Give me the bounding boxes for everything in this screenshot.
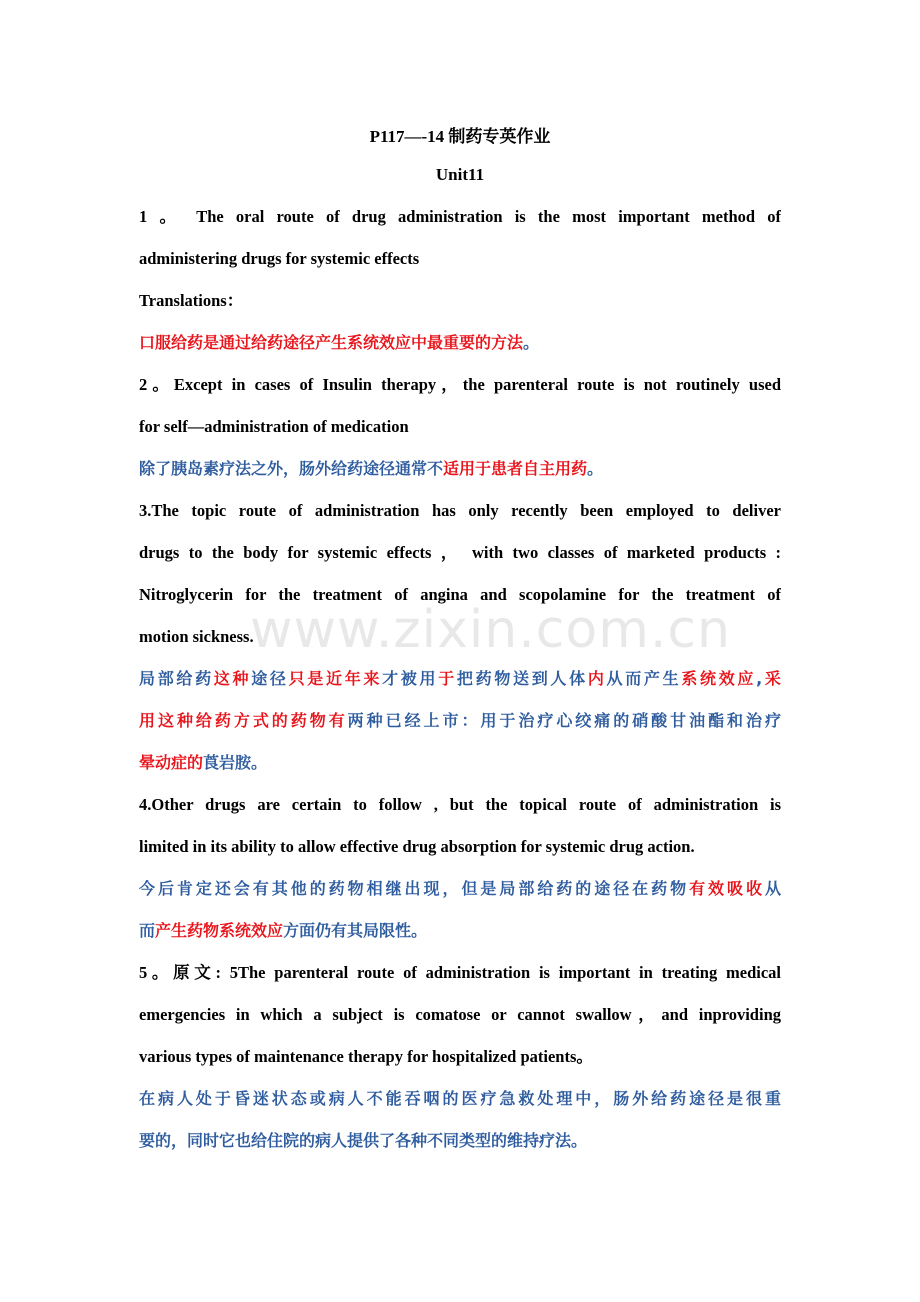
translation-text: 两种已经上市：用于治疗心绞痛的硝酸甘油酯和治疗 (347, 711, 781, 730)
chinese-translation-line (139, 1078, 781, 1120)
translation-text: 才被用 (382, 669, 439, 688)
highlighted-text: 用这种给药方式的药物有 (139, 711, 348, 730)
translation-text: 要的，同时它也给住院的病人提供了各种不同类型的维持疗法。 (139, 1131, 588, 1150)
english-sentence-line: various types of maintenance therapy for hospitalized patients。 (139, 1047, 593, 1066)
translation-text: 从 (764, 879, 781, 898)
english-sentence-line: emergencies in which a subject is comatose or cannot swallow，and inproviding (139, 1005, 781, 1024)
chinese-translation-line (139, 742, 781, 784)
translation-text: 莨岩胺。 (203, 753, 268, 772)
translation-text: 途径 (251, 669, 289, 688)
english-sentence-line: 2。Except in cases of Insulin therapy，the parenteral route is not routinely used (139, 375, 781, 394)
translation-item-4 (139, 784, 781, 952)
translation-text: 局部给药 (139, 669, 214, 688)
english-sentence-line: 1 。 The oral route of drug administration is the most important method of (139, 207, 781, 226)
translation-text: 方面仍有其局限性。 (283, 921, 428, 940)
page-title: P117—-14 制药专英作业 (369, 127, 551, 146)
english-sentence-line: drugs to the body for systemic effects ， with two classes of marketed products : (139, 543, 781, 562)
highlighted-text: 有效吸收 (689, 879, 765, 898)
chinese-translation-line (139, 448, 781, 490)
translation-text: , (756, 669, 763, 688)
translation-item-2 (139, 364, 781, 490)
chinese-translation-line (139, 910, 781, 952)
translation-text: 。 (587, 459, 604, 478)
english-sentence-line: administering drugs for systemic effects (139, 249, 420, 268)
translation-item-3 (139, 490, 781, 784)
translation-text: 今后肯定还会有其他的药物相继出现，但是局部给药的途径在药物 (139, 879, 690, 898)
translation-item-1 (139, 196, 781, 364)
document-body (139, 196, 781, 1162)
chinese-translation-line (139, 658, 781, 700)
english-sentence-line: 5。原文: 5The parenteral route of administration is important in treating medical (139, 963, 781, 982)
chinese-translation-line (139, 868, 781, 910)
watermark: www.zixin.com.cn (250, 600, 731, 660)
english-sentence-line: Nitroglycerin for the treatment of angina and scopolamine for the treatment of (139, 585, 781, 604)
translations-label: Translations： (139, 291, 244, 310)
english-sentence-line: limited in its ability to allow effective drug absorption for systemic drug action. (139, 837, 695, 856)
highlighted-text: 于 (438, 669, 457, 688)
english-sentence-line: 3.The topic route of administration has only recently been employed to deliver (139, 501, 781, 520)
translation-text: 在病人处于昏迷状态或病人不能吞咽的医疗急救处理中，肠外给药途径是很重 (139, 1089, 781, 1108)
chinese-translation-line (139, 1120, 781, 1162)
highlighted-text: 内 (587, 669, 607, 688)
highlighted-text: 只是近年来 (288, 669, 383, 688)
translation-text: 。 (523, 333, 540, 352)
translation-text: 把药物送到人体 (456, 669, 588, 688)
translation-text: 从而产生 (606, 669, 682, 688)
highlighted-text: 晕动症的 (139, 753, 204, 772)
translation-item-5 (139, 952, 781, 1162)
english-sentence-line: 4.Other drugs are certain to follow , but the topical route of administration is (139, 795, 781, 814)
highlighted-text: 适用于患者自主用药 (443, 459, 588, 478)
highlighted-text: 口服给药是通过给药途径产生系统效应中最重要的方法 (139, 333, 524, 352)
highlighted-text: 采 (762, 669, 781, 688)
unit-heading: Unit11 (435, 165, 485, 184)
highlighted-text: 这种 (213, 669, 252, 688)
chinese-translation-line (139, 700, 781, 742)
english-sentence-line: for self—administration of medication (139, 417, 409, 436)
translation-text: 除了胰岛素疗法之外，肠外给药途径通常不 (139, 459, 444, 478)
english-sentence-line: motion sickness. (139, 627, 254, 646)
highlighted-text: 产生药物系统效应 (155, 921, 284, 940)
translation-text: 而 (139, 921, 156, 940)
highlighted-text: 系统效应 (681, 669, 757, 688)
chinese-translation-line (139, 322, 781, 364)
